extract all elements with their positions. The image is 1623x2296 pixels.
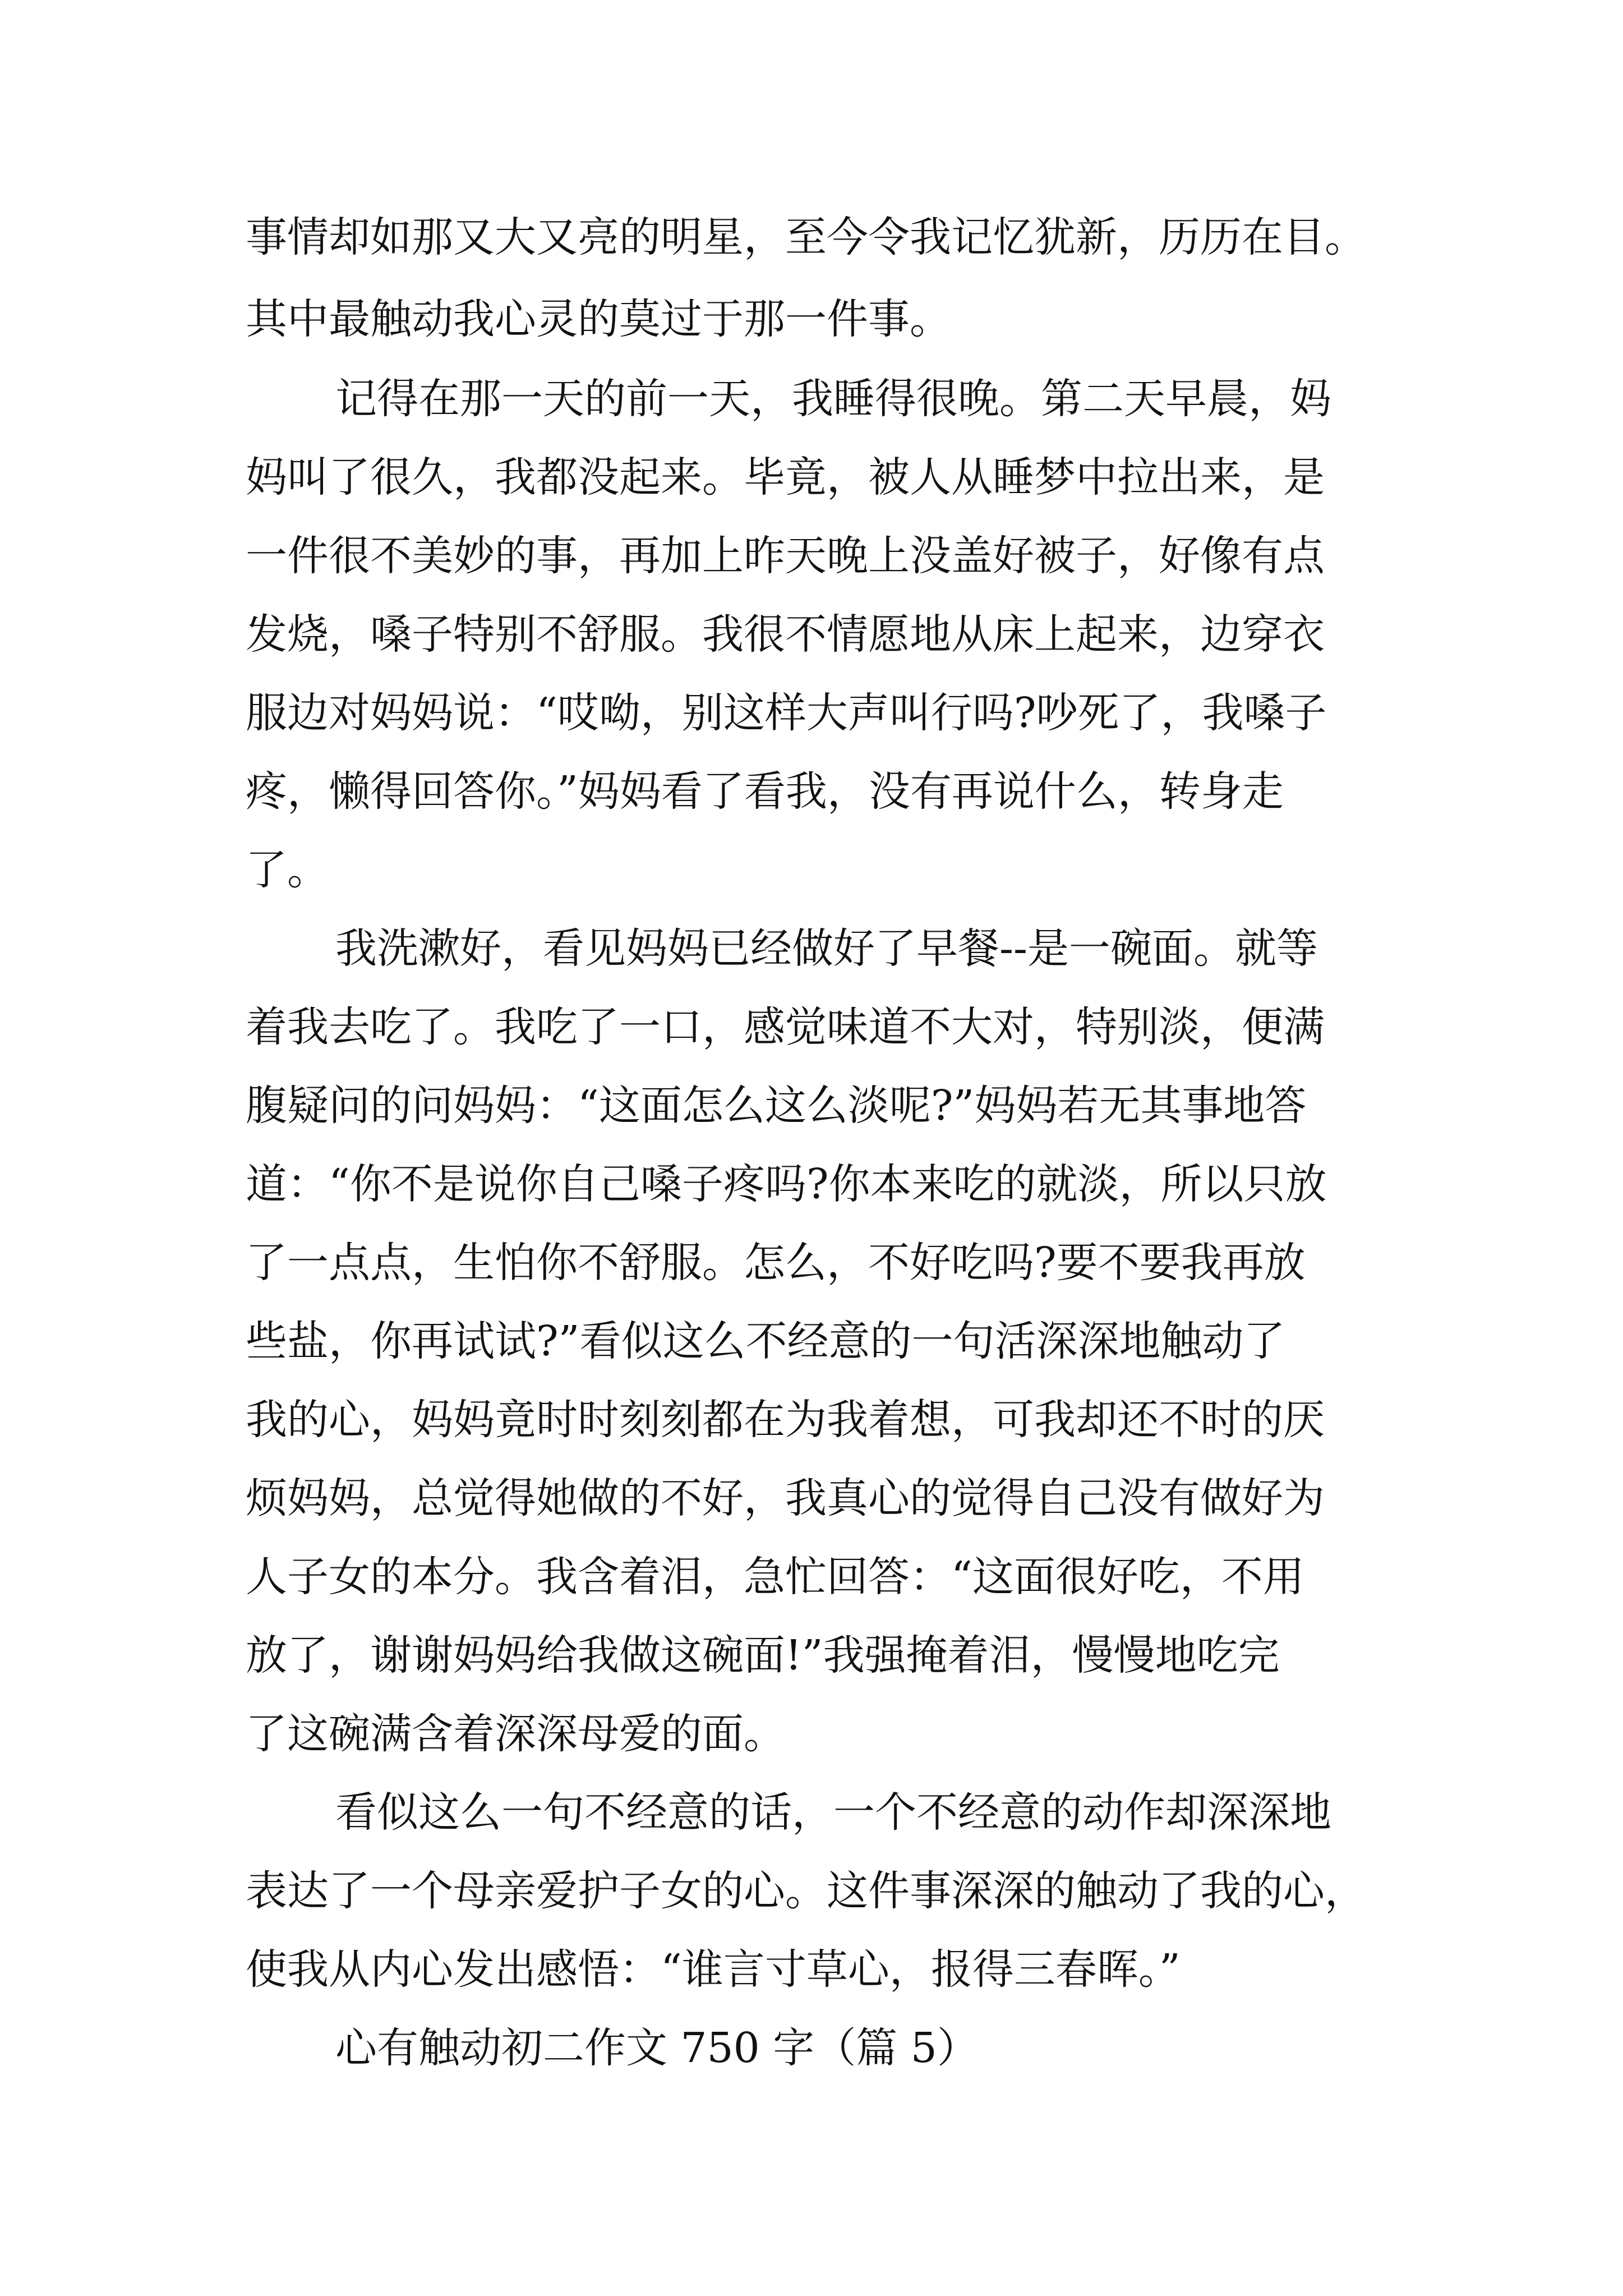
paragraph-3-line-8: 烦妈妈，总觉得她做的不好，我真心的觉得自己没有做好为: [246, 1474, 1325, 1522]
paragraph-3-line-10: 放了，谢谢妈妈给我做这碗面!”我强掩着泪，慢慢地吃完: [246, 1631, 1280, 1680]
paragraph-2-line-3: 一件很不美妙的事，再加上昨天晚上没盖好被子，好像有点: [246, 532, 1325, 580]
paragraph-1-line-2: 其中最触动我心灵的莫过于那一件事。: [246, 295, 951, 343]
paragraph-3-line-2: 着我去吃了。我吃了一口，感觉味道不大对，特别淡，便满: [246, 1003, 1325, 1051]
paragraph-4-line-1: 看似这么一句不经意的话，一个不经意的动作却深深地: [335, 1788, 1331, 1837]
paragraph-3-line-1: 我洗漱好，看见妈妈已经做好了早餐--是一碗面。就等: [335, 924, 1318, 973]
paragraph-2-line-4: 发烧，嗓子特别不舒服。我很不情愿地从床上起来，边穿衣: [246, 610, 1325, 659]
paragraph-3-line-6: 些盐，你再试试?”看似这么不经意的一句活深深地触动了: [246, 1317, 1285, 1365]
paragraph-3-line-5: 了一点点，生怕你不舒服。怎么，不好吃吗?要不要我再放: [246, 1239, 1306, 1287]
paragraph-2-line-6: 疼，懒得回答你。”妈妈看了看我，没有再说什么，转身走: [246, 767, 1284, 816]
paragraph-1-line-1: 事情却如那又大又亮的明星，至今令我记忆犹新，历历在目。: [246, 213, 1366, 261]
paragraph-3-line-9: 人子女的本分。我含着泪，急忙回答：“这面很好吃，不用: [246, 1553, 1304, 1601]
paragraph-2-line-1: 记得在那一天的前一天，我睡得很晚。第二天早晨，妈: [335, 375, 1331, 423]
paragraph-3-line-4: 道：“你不是说你自己嗓子疼吗?你本来吃的就淡，所以只放: [246, 1160, 1327, 1208]
paragraph-2-line-2: 妈叫了很久，我都没起来。毕竟，被人从睡梦中拉出来，是: [246, 453, 1325, 501]
section-title-line: 心有触动初二作文 750 字（篇 5）: [335, 2024, 979, 2072]
paragraph-3-line-7: 我的心，妈妈竟时时刻刻都在为我着想，可我却还不时的厌: [246, 1396, 1325, 1444]
paragraph-3-line-11: 了这碗满含着深深母爱的面。: [246, 1710, 785, 1758]
paragraph-2-line-5: 服边对妈妈说：“哎呦，别这样大声叫行吗?吵死了，我嗓子: [246, 689, 1327, 737]
paragraph-4-line-3: 使我从内心发出感悟：“谁言寸草心，报得三春晖。”: [246, 1945, 1181, 1994]
paragraph-2-line-7: 了。: [246, 846, 329, 894]
paragraph-4-line-2: 表达了一个母亲爱护子女的心。这件事深深的触动了我的心，: [246, 1867, 1366, 1915]
paragraph-3-line-3: 腹疑问的问妈妈：“这面怎么这么淡呢?”妈妈若无其事地答: [246, 1082, 1307, 1130]
